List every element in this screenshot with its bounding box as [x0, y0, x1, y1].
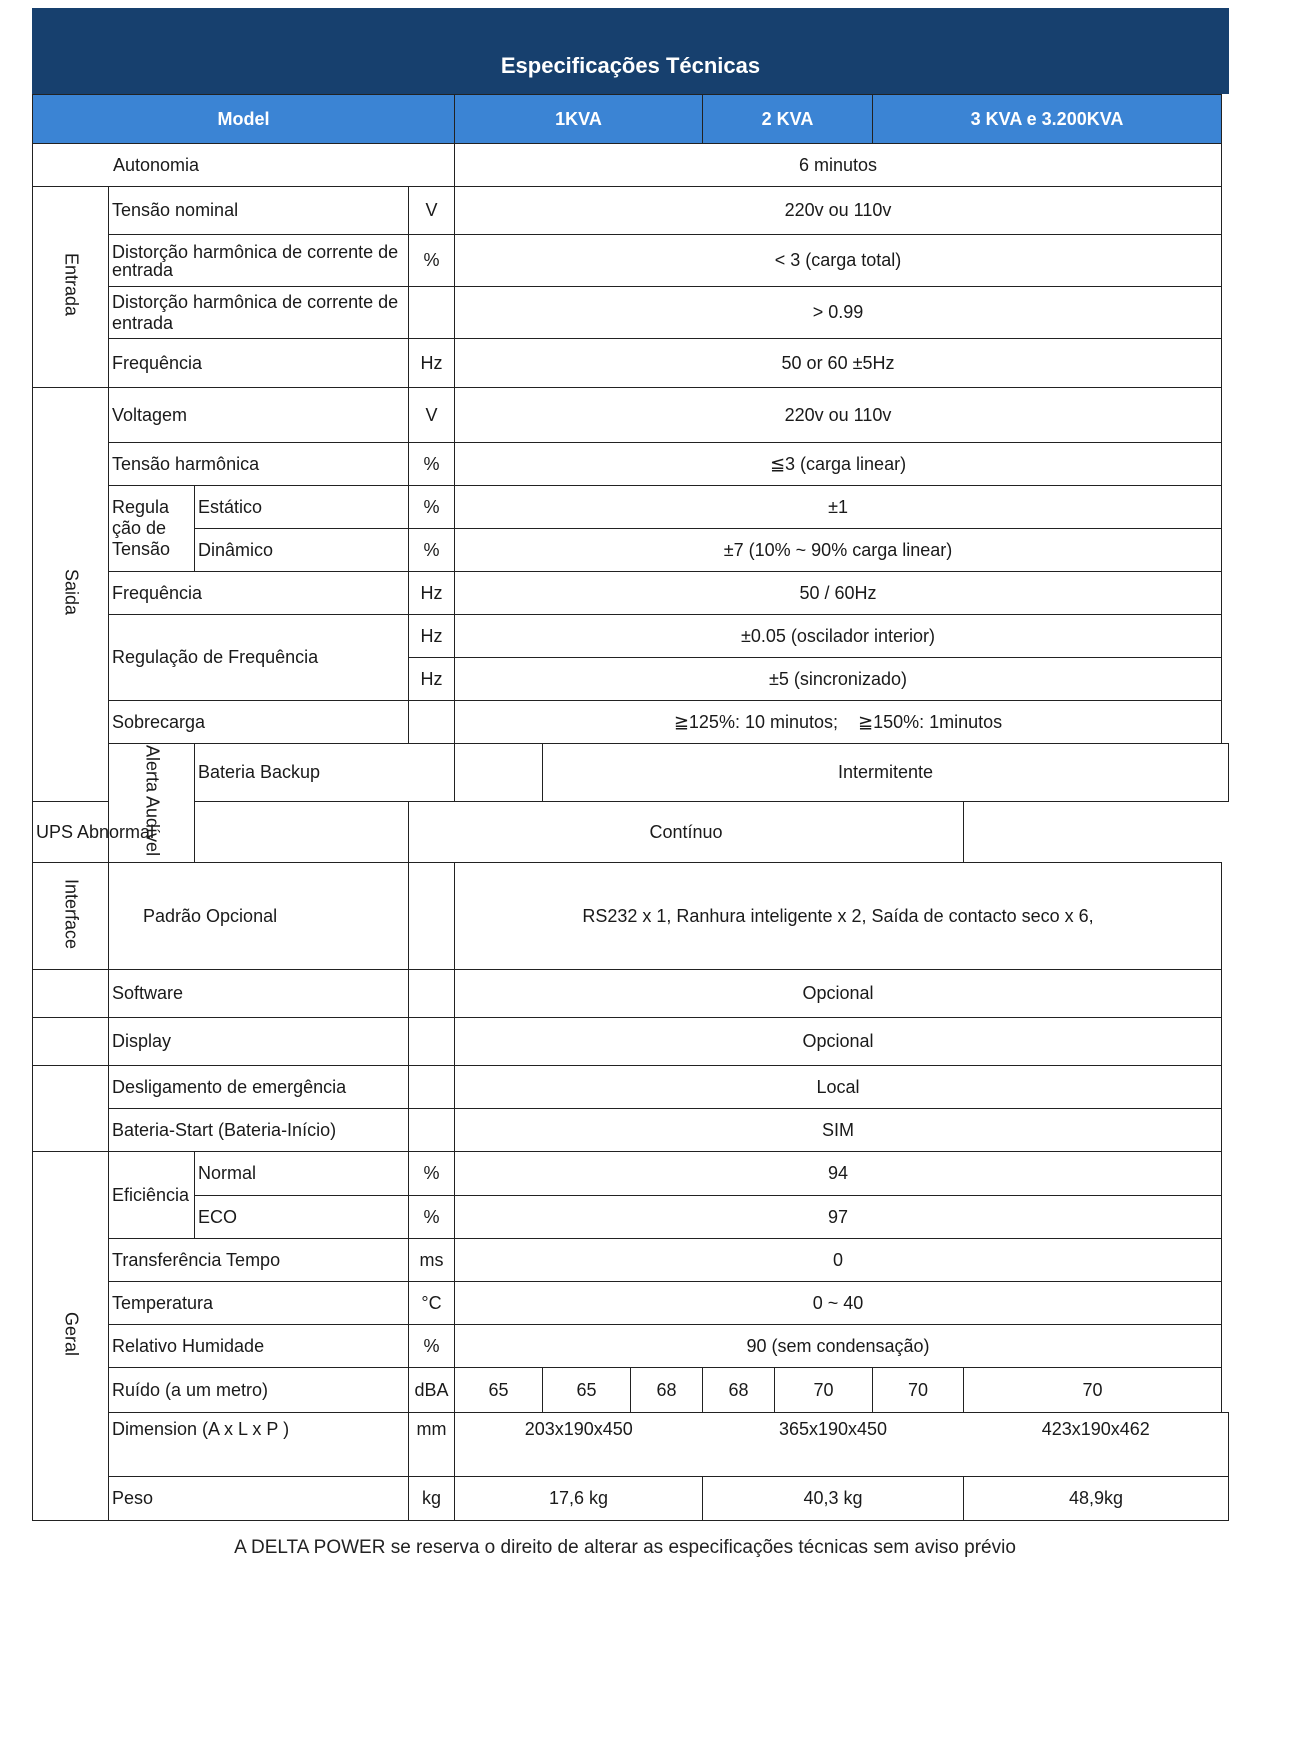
software-value: Opcional [455, 970, 1222, 1018]
tensao-nominal-unit: V [409, 187, 455, 235]
peso-label: Peso [109, 1477, 409, 1521]
ruido-value: 68 [703, 1368, 775, 1413]
tensao-harmonica-label: Tensão harmônica [109, 443, 409, 486]
estatico-unit: % [409, 486, 455, 529]
row-eficiencia-eco [33, 1196, 1229, 1239]
dinamico-label: Dinâmico [195, 529, 409, 572]
desligamento-label: Desligamento de emergência [109, 1066, 409, 1109]
header-2kva: 2 KVA [703, 95, 873, 144]
voltagem-unit: V [409, 388, 455, 443]
header-row [33, 95, 1229, 144]
estatico-label: Estático [195, 486, 409, 529]
row-saida-frequencia [33, 572, 1229, 615]
group-alerta-label: Alerta Audível [142, 745, 163, 857]
header-model: Model [33, 95, 455, 144]
peso-value-3kva: 48,9kg [964, 1477, 1229, 1521]
row-distorcao-1 [33, 235, 1229, 287]
dinamico-unit: % [409, 529, 455, 572]
group-saida-label: Saida [61, 569, 82, 616]
ruido-value: 70 [964, 1368, 1222, 1413]
regulacao-frequencia-unit-2: Hz [409, 658, 455, 701]
ruido-value: 65 [455, 1368, 543, 1413]
ruido-unit: dBA [409, 1368, 455, 1413]
transferencia-label: Transferência Tempo [109, 1239, 409, 1282]
distorcao-2-label: Distorção harmônica de corrente de entrada [109, 287, 409, 339]
peso-value-1kva: 17,6 kg [455, 1477, 703, 1521]
normal-value: 94 [455, 1152, 1222, 1196]
row-eficiencia-normal [33, 1152, 1229, 1196]
ruido-label: Ruído (a um metro) [109, 1368, 409, 1413]
sobrecarga-unit [409, 701, 455, 744]
sobrecarga-label: Sobrecarga [109, 701, 409, 744]
row-display [33, 1018, 1229, 1066]
bateria-backup-label: Bateria Backup [195, 744, 455, 802]
distorcao-1-label: Distorção harmônica de corrente de entrada [109, 235, 409, 287]
row-desligamento [33, 1066, 1229, 1109]
bateria-start-value: SIM [455, 1109, 1222, 1152]
group-entrada [33, 187, 109, 388]
voltagem-value: 220v ou 110v [455, 388, 1222, 443]
autonomia-value: 6 minutos [455, 144, 1222, 187]
spec-table [32, 94, 1229, 1521]
row-bateria-start [33, 1109, 1229, 1152]
distorcao-2-value: > 0.99 [455, 287, 1222, 339]
humidade-unit: % [409, 1325, 455, 1368]
dinamico-value: ±7 (10% ~ 90% carga linear) [455, 529, 1222, 572]
humidade-label: Relativo Humidade [109, 1325, 409, 1368]
regulacao-frequencia-value-1: ±0.05 (oscilador interior) [455, 615, 1222, 658]
ups-abnormal-label: UPS Abnormal [33, 802, 195, 863]
spec-sheet [32, 8, 1229, 1521]
group-geral-label: Geral [61, 1311, 82, 1356]
dimension-unit: mm [409, 1413, 455, 1477]
ruido-value: 70 [873, 1368, 964, 1413]
spec-title [32, 8, 1229, 94]
entrada-frequencia-label: Frequência [109, 339, 409, 388]
row-estatico [33, 486, 1229, 529]
humidade-value: 90 (sem condensação) [455, 1325, 1222, 1368]
row-software [33, 970, 1229, 1018]
regulacao-tensao-label: Regula ção de Tensão [109, 486, 195, 572]
distorcao-1-value: < 3 (carga total) [455, 235, 1222, 287]
ups-abnormal-value: Contínuo [409, 802, 964, 863]
transferencia-value: 0 [455, 1239, 1222, 1282]
row-sobrecarga [33, 701, 1229, 744]
tensao-nominal-label: Tensão nominal [109, 187, 409, 235]
distorcao-1-unit: % [409, 235, 455, 287]
estatico-value: ±1 [455, 486, 1222, 529]
eco-label: ECO [195, 1196, 409, 1239]
distorcao-2-unit [409, 287, 455, 339]
saida-frequencia-unit: Hz [409, 572, 455, 615]
regulacao-frequencia-value-2: ±5 (sincronizado) [455, 658, 1222, 701]
row-dimension [33, 1413, 1229, 1477]
display-value: Opcional [455, 1018, 1222, 1066]
regulacao-frequencia-label: Regulação de Frequência [109, 615, 409, 701]
dimension-value-1kva: 203x190x450 [455, 1413, 703, 1477]
entrada-frequencia-unit: Hz [409, 339, 455, 388]
autonomia-label: Autonomia [33, 144, 455, 187]
ruido-value: 65 [543, 1368, 631, 1413]
row-dinamico [33, 529, 1229, 572]
footer-note: A DELTA POWER se reserva o direito de alterar as especificações técnicas sem aviso prévio [234, 1537, 1016, 1558]
regulacao-frequencia-unit-1: Hz [409, 615, 455, 658]
interface-label: Padrão Opcional [109, 863, 409, 970]
row-tensao-nominal [33, 187, 1229, 235]
normal-unit: % [409, 1152, 455, 1196]
tensao-harmonica-value: ≦3 (carga linear) [455, 443, 1222, 486]
entrada-frequencia-value: 50 or 60 ±5Hz [455, 339, 1222, 388]
row-regulacao-frequencia-1 [33, 615, 1229, 658]
row-ruido [33, 1368, 1229, 1413]
transferencia-unit: ms [409, 1239, 455, 1282]
row-tensao-harmonica [33, 443, 1229, 486]
peso-unit: kg [409, 1477, 455, 1521]
software-label: Software [109, 970, 409, 1018]
row-ups-abnormal [33, 802, 1229, 863]
eco-unit: % [409, 1196, 455, 1239]
row-humidade [33, 1325, 1229, 1368]
bateria-backup-value: Intermitente [543, 744, 1229, 802]
row-temperatura [33, 1282, 1229, 1325]
eco-value: 97 [455, 1196, 1222, 1239]
group-saida [33, 388, 109, 802]
temperatura-unit: °C [409, 1282, 455, 1325]
dimension-label: Dimension (A x L x P ) [109, 1413, 409, 1477]
eficiencia-label: Eficiência [109, 1152, 195, 1239]
row-interface [33, 863, 1229, 970]
temperatura-label: Temperatura [109, 1282, 409, 1325]
tensao-harmonica-unit: % [409, 443, 455, 486]
row-bateria-backup [33, 744, 1229, 802]
header-3kva: 3 KVA e 3.200KVA [873, 95, 1222, 144]
ruido-value: 68 [631, 1368, 703, 1413]
temperatura-value: 0 ~ 40 [455, 1282, 1222, 1325]
group-geral [33, 1152, 109, 1521]
tensao-nominal-value: 220v ou 110v [455, 187, 1222, 235]
group-entrada-label: Entrada [61, 253, 82, 317]
sobrecarga-value: ≧125%: 10 minutos; ≧150%: 1minutos [455, 701, 1222, 744]
group-interface-label: Interface [61, 878, 82, 949]
row-peso [33, 1477, 1229, 1521]
interface-value: RS232 x 1, Ranhura inteligente x 2, Saída de contacto seco x 6, [455, 863, 1222, 970]
header-1kva: 1KVA [455, 95, 703, 144]
voltagem-label: Voltagem [109, 388, 409, 443]
peso-value-2kva: 40,3 kg [703, 1477, 964, 1521]
row-transferencia [33, 1239, 1229, 1282]
desligamento-value: Local [455, 1066, 1222, 1109]
row-entrada-frequencia [33, 339, 1229, 388]
display-label: Display [109, 1018, 409, 1066]
spec-title-text: Especificações Técnicas [500, 53, 761, 78]
group-interface [33, 863, 109, 970]
bateria-start-label: Bateria-Start (Bateria-Início) [109, 1109, 409, 1152]
dimension-value-2kva: 365x190x450 [703, 1413, 964, 1477]
saida-frequencia-label: Frequência [109, 572, 409, 615]
normal-label: Normal [195, 1152, 409, 1196]
row-autonomia [33, 144, 1229, 187]
dimension-value-3kva: 423x190x462 [964, 1413, 1229, 1477]
ruido-value: 70 [775, 1368, 873, 1413]
saida-frequencia-value: 50 / 60Hz [455, 572, 1222, 615]
row-distorcao-2 [33, 287, 1229, 339]
row-voltagem [33, 388, 1229, 443]
